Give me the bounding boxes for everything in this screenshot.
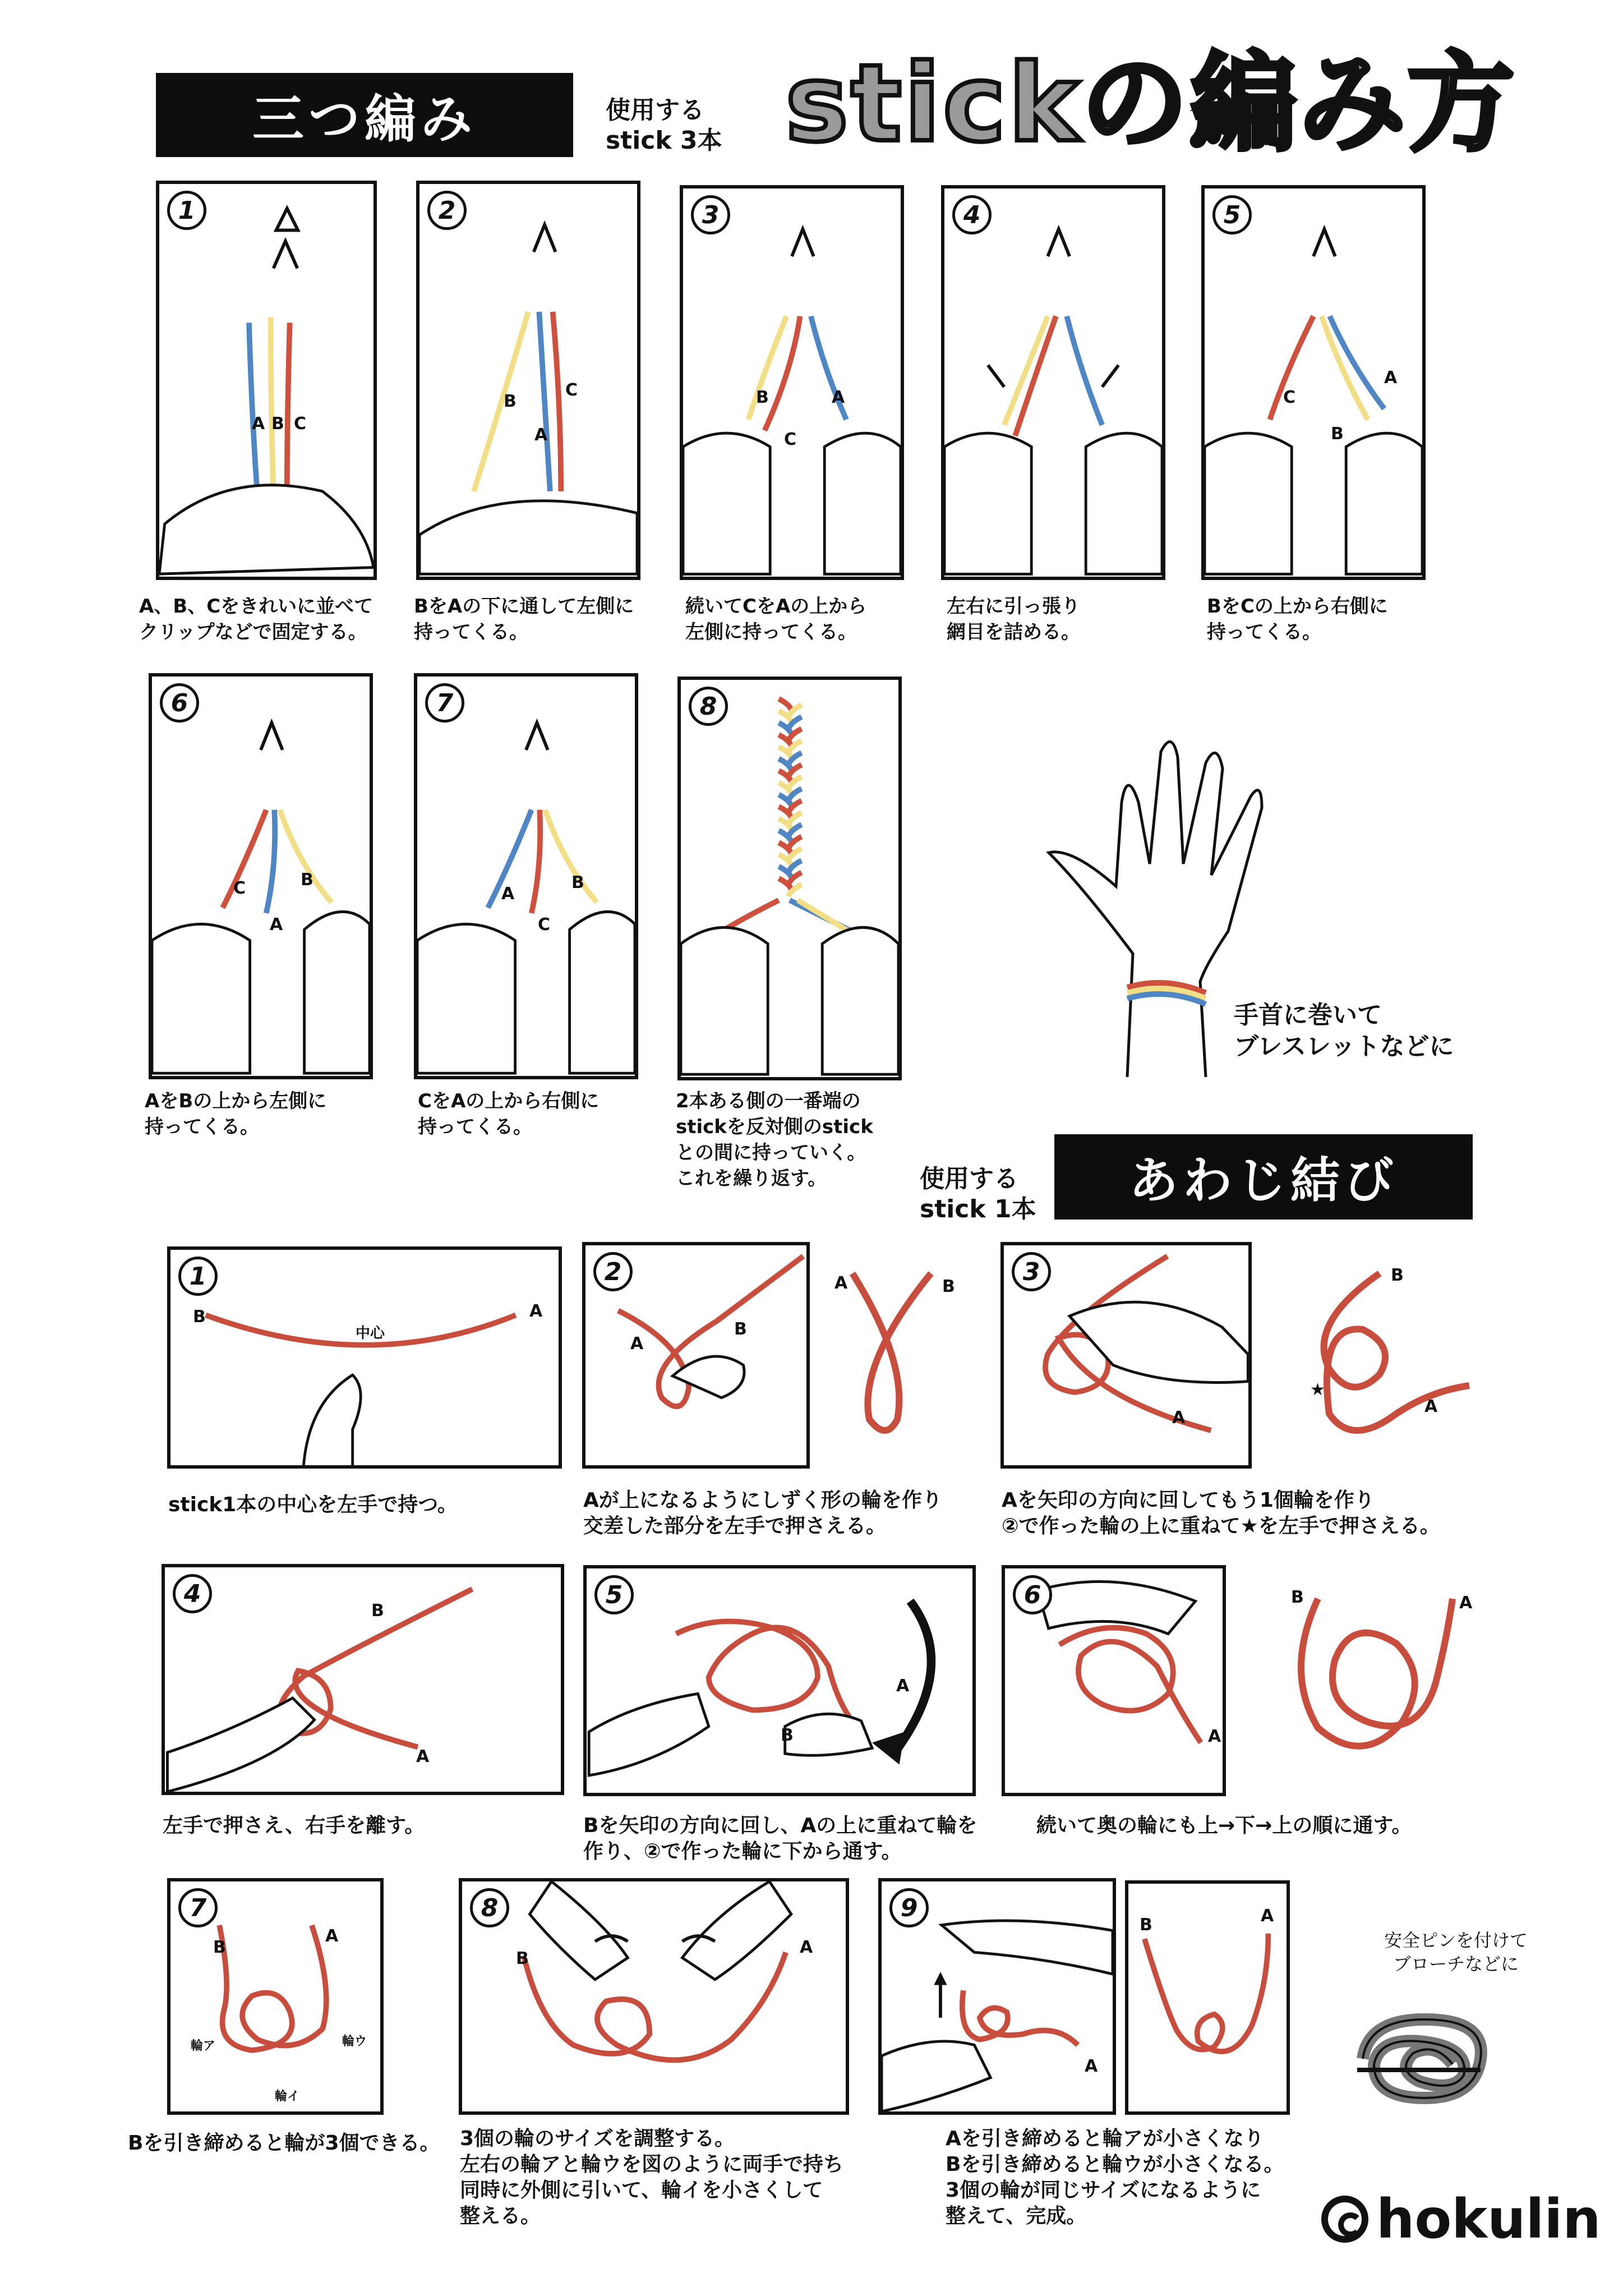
awaji-step-2-caption: Aが上になるようにしずく形の輪を作り 交差した部分を左手で押さえる。 bbox=[583, 1489, 942, 1538]
label-a: A bbox=[1085, 2056, 1098, 2076]
center-label: 中心 bbox=[356, 1325, 385, 1342]
label-c: C bbox=[565, 380, 578, 400]
label-b: B bbox=[516, 1949, 529, 1968]
label-b: B bbox=[1391, 1266, 1404, 1285]
braid-step-7-panel bbox=[414, 673, 638, 1079]
braid-step-2-caption: BをAの下に通して左側に 持ってくる。 bbox=[414, 595, 634, 643]
star-marker: ★ bbox=[1310, 1380, 1325, 1400]
step-number: 7 bbox=[178, 1888, 218, 1927]
label-c: C bbox=[294, 414, 307, 434]
label-a: A bbox=[529, 1301, 543, 1321]
awaji-illustration-4 bbox=[165, 1567, 561, 1792]
section-banner-awaji bbox=[1054, 1134, 1473, 1220]
label-c: C bbox=[784, 430, 797, 449]
label-a: A bbox=[1424, 1397, 1438, 1416]
materials-label-braid: 使用する stick 3本 bbox=[606, 96, 722, 155]
braid-illustration-7 bbox=[417, 677, 635, 1076]
awaji-illustration-5 bbox=[587, 1568, 972, 1793]
brooch-illustration bbox=[1340, 1997, 1509, 2120]
braid-illustration-6 bbox=[152, 677, 370, 1076]
label-b: B bbox=[756, 388, 769, 407]
loop-i-label: 輪イ bbox=[275, 2090, 300, 2104]
awaji-step-6-panel bbox=[1002, 1565, 1226, 1796]
step-number: 6 bbox=[1013, 1575, 1052, 1614]
label-c: C bbox=[538, 915, 551, 935]
awaji-diagram-3 bbox=[1284, 1257, 1475, 1458]
label-a: A bbox=[416, 1747, 430, 1766]
braid-step-7-caption: CをAの上から右側に 持ってくる。 bbox=[418, 1090, 600, 1138]
awaji-step-8-caption: 3個の輪のサイズを調整する。 左右の輪アと輪ウを図のように両手で持ち 同時に外側に引いて、輪イを小さくして 整える。 bbox=[460, 2127, 844, 2228]
awaji-step-3-caption: Aを矢印の方向に回してもう1個輪を作り ②で作った輪の上に重ねて★を左手で押さえる。 bbox=[1002, 1489, 1440, 1538]
materials-label-awaji: 使用する stick 1本 bbox=[920, 1165, 1036, 1223]
braid-illustration-4 bbox=[944, 188, 1162, 577]
label-a: A bbox=[325, 1926, 339, 1946]
braid-step-5-panel bbox=[1201, 185, 1426, 580]
label-a: A bbox=[1208, 1727, 1221, 1746]
label-b: B bbox=[1331, 424, 1344, 444]
step-number: 2 bbox=[593, 1252, 633, 1291]
label-a: A bbox=[534, 425, 548, 445]
braid-step-8-panel bbox=[677, 677, 902, 1080]
step-number: 8 bbox=[470, 1888, 509, 1927]
awaji-diagram-6 bbox=[1273, 1582, 1475, 1784]
loop-a-label: 輪ア bbox=[191, 2039, 216, 2053]
brooch-note: 安全ピンを付けて ブローチなどに bbox=[1384, 1930, 1528, 1975]
label-b: B bbox=[1291, 1588, 1304, 1607]
hokulin-logo-icon bbox=[1321, 2196, 1368, 2243]
step-number: 5 bbox=[594, 1575, 634, 1614]
awaji-finished-panel bbox=[1125, 1880, 1290, 2115]
step-number: 6 bbox=[160, 683, 199, 723]
awaji-step-2-panel bbox=[582, 1242, 810, 1469]
main-title: stickの編み方 bbox=[785, 42, 1517, 165]
braid-illustration-1 bbox=[159, 184, 374, 577]
braid-step-1-caption: A、B、Cをきれいに並べて クリップなどで固定する。 bbox=[139, 595, 374, 643]
label-b: B bbox=[571, 873, 584, 892]
step-number: 3 bbox=[691, 195, 730, 234]
label-a: A bbox=[834, 1273, 848, 1293]
braid-step-5-caption: BをCの上から右側に 持ってくる。 bbox=[1207, 595, 1388, 643]
brand-logo bbox=[1321, 2188, 1601, 2251]
braid-step-3-panel bbox=[680, 185, 904, 580]
braid-step-6-panel bbox=[149, 673, 373, 1079]
label-c: C bbox=[233, 878, 246, 898]
label-b: B bbox=[504, 392, 517, 411]
step-number: 4 bbox=[952, 195, 992, 234]
braid-step-3-caption: 続いてCをAの上から 左側に持ってくる。 bbox=[685, 595, 867, 643]
braid-step-1-panel bbox=[156, 181, 377, 580]
braid-step-6-caption: AをBの上から左側に 持ってくる。 bbox=[145, 1090, 327, 1138]
step-number: 3 bbox=[1012, 1252, 1051, 1291]
awaji-diagram-2 bbox=[830, 1251, 953, 1453]
section-title-braid: 三つ編み bbox=[252, 89, 477, 149]
label-a: A bbox=[1261, 1906, 1274, 1926]
step-number: 4 bbox=[173, 1574, 212, 1613]
braid-illustration-3 bbox=[683, 188, 901, 577]
awaji-step-9-caption: Aを引き締めると輪アが小さくなり Bを引き締めると輪ウが小さくなる。 3個の輪が同じサイズになるように 整えて、完成。 bbox=[946, 2127, 1284, 2228]
awaji-illustration-8 bbox=[462, 1881, 846, 2111]
label-a: A bbox=[252, 414, 265, 434]
awaji-step-4-caption: 左手で押さえ、右手を離す。 bbox=[163, 1814, 425, 1837]
awaji-step-9-panel bbox=[878, 1878, 1116, 2115]
brand-name: hokulin bbox=[1376, 2188, 1601, 2251]
awaji-step-7-panel bbox=[167, 1878, 384, 2115]
step-number: 8 bbox=[689, 687, 728, 726]
awaji-step-5-panel bbox=[583, 1565, 976, 1796]
awaji-step-5-caption: Bを矢印の方向に回し、Aの上に重ねて輪を 作り、②で作った輪に下から通す。 bbox=[583, 1814, 978, 1863]
awaji-step-1-panel bbox=[167, 1246, 562, 1469]
step-number: 1 bbox=[178, 1257, 218, 1296]
label-b: B bbox=[781, 1726, 794, 1745]
label-b: B bbox=[942, 1277, 955, 1296]
label-a: A bbox=[896, 1676, 910, 1696]
label-b: B bbox=[271, 414, 284, 434]
label-a: A bbox=[1172, 1408, 1186, 1428]
label-a: A bbox=[800, 1938, 813, 1957]
step-number: 7 bbox=[425, 683, 464, 723]
awaji-step-4-panel bbox=[162, 1564, 564, 1795]
step-number: 5 bbox=[1212, 195, 1252, 234]
step-number: 1 bbox=[167, 191, 206, 230]
braid-illustration-2 bbox=[419, 184, 637, 577]
label-a: A bbox=[501, 884, 515, 904]
label-a: A bbox=[270, 915, 283, 935]
section-title-awaji: あわじ結び bbox=[1128, 1152, 1398, 1209]
awaji-step-6-caption: 続いて奥の輪にも上→下→上の順に通す。 bbox=[1036, 1814, 1412, 1837]
label-a: A bbox=[1384, 368, 1398, 388]
label-b: B bbox=[371, 1601, 384, 1621]
label-b: B bbox=[734, 1319, 747, 1339]
label-b: B bbox=[1140, 1915, 1152, 1935]
braid-step-2-panel bbox=[416, 181, 640, 580]
braid-illustration-8 bbox=[681, 680, 898, 1077]
section-banner-braid bbox=[156, 73, 573, 157]
loop-u-label: 輪ウ bbox=[342, 2035, 367, 2049]
awaji-step-3-panel bbox=[1000, 1242, 1252, 1469]
label-b: B bbox=[193, 1307, 206, 1327]
label-a: A bbox=[630, 1334, 644, 1354]
braid-step-8-caption: 2本ある側の一番端の stickを反対側のstick との間に持っていく。 これを繰り返す。 bbox=[676, 1090, 873, 1190]
braid-step-4-panel bbox=[941, 185, 1165, 580]
awaji-illustration-1 bbox=[170, 1250, 559, 1465]
label-a: A bbox=[832, 388, 845, 407]
label-b: B bbox=[301, 870, 313, 890]
label-a: A bbox=[1459, 1593, 1473, 1613]
label-b: B bbox=[213, 1938, 226, 1957]
step-number: 2 bbox=[427, 191, 467, 230]
wrist-note: 手首に巻いて ブレスレットなどに bbox=[1234, 1001, 1454, 1061]
label-c: C bbox=[1283, 388, 1296, 407]
awaji-step-8-panel bbox=[459, 1878, 849, 2115]
braid-step-4-caption: 左右に引っ張り 網目を詰める。 bbox=[947, 595, 1080, 643]
awaji-step-1-caption: stick1本の中心を左手で持つ。 bbox=[168, 1493, 458, 1516]
awaji-step-7-caption: Bを引き締めると輪が3個できる。 bbox=[128, 2132, 440, 2155]
step-number: 9 bbox=[889, 1888, 929, 1927]
